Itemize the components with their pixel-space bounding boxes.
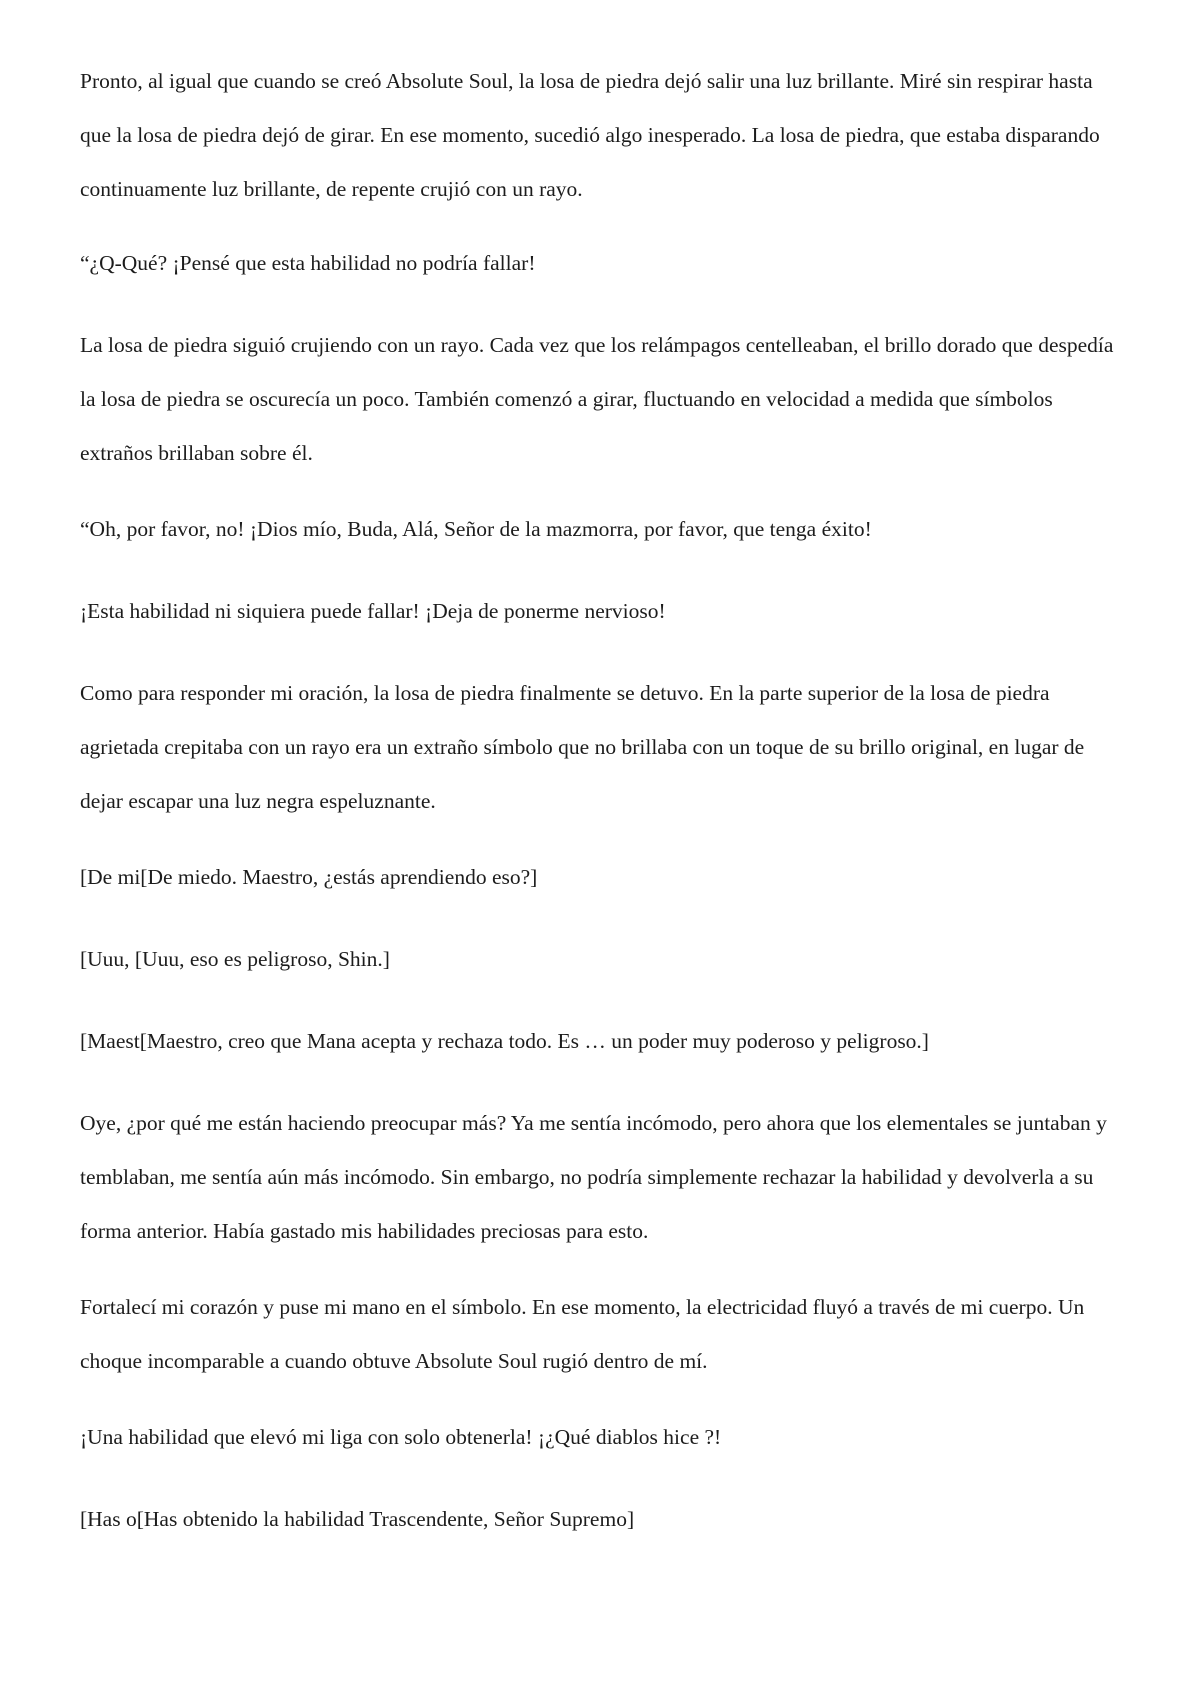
paragraph-7: [De mi[De miedo. Maestro, ¿estás aprendiendo eso?] xyxy=(80,865,538,889)
paragraph-1: Pronto, al igual que cuando se creó Absolute Soul, la losa de piedra dejó salir una luz brillante. Miré sin respirar hasta que la losa de piedra dejó de girar. En ese momento, sucedió algo inesperado. La losa de piedra, que estaba disparando continuamente luz brillante, de repente crujió con un rayo. xyxy=(80,69,1100,201)
paragraph-9: [Maest[Maestro, creo que Mana acepta y rechaza todo. Es … un poder muy poderoso y peligroso.] xyxy=(80,1029,929,1053)
paragraph-2: “¿Q-Qué? ¡Pensé que esta habilidad no podría fallar! xyxy=(80,251,536,275)
paragraph-3: La losa de piedra siguió crujiendo con un rayo. Cada vez que los relámpagos centelleaban, el brillo dorado que despedía la losa de piedra se oscurecía un poco. También comenzó a girar, fluctuando en velocidad a medida que símbolos extraños brillaban sobre él. xyxy=(80,333,1114,465)
paragraph-12: ¡Una habilidad que elevó mi liga con solo obtenerla! ¡¿Qué diablos hice ?! xyxy=(80,1425,722,1449)
paragraph-11: Fortalecí mi corazón y puse mi mano en el símbolo. En ese momento, la electricidad fluyó a través de mi cuerpo. Un choque incomparable a cuando obtuve Absolute Soul rugió dentro de mí. xyxy=(80,1295,1085,1373)
paragraph-4: “Oh, por favor, no! ¡Dios mío, Buda, Alá, Señor de la mazmorra, por favor, que tenga éxito! xyxy=(80,517,872,541)
paragraph-10: Oye, ¿por qué me están haciendo preocupar más? Ya me sentía incómodo, pero ahora que los elementales se juntaban y temblaban, me sentía aún más incómodo. Sin embargo, no podría simplemente rechazar la habilidad y devolverla a su forma anterior. Había gastado mis habilidades preciosas para esto. xyxy=(80,1111,1107,1243)
paragraph-5: ¡Esta habilidad ni siquiera puede fallar! ¡Deja de ponerme nervioso! xyxy=(80,599,666,623)
paragraph-13: [Has o[Has obtenido la habilidad Trascendente, Señor Supremo] xyxy=(80,1507,635,1531)
paragraph-8: [Uuu, [Uuu, eso es peligroso, Shin.] xyxy=(80,947,390,971)
paragraph-6: Como para responder mi oración, la losa de piedra finalmente se detuvo. En la parte superior de la losa de piedra agrietada crepitaba con un rayo era un extraño símbolo que no brillaba con un toque de su brillo original, en lugar de dejar escapar una luz negra espeluznante. xyxy=(80,681,1085,813)
